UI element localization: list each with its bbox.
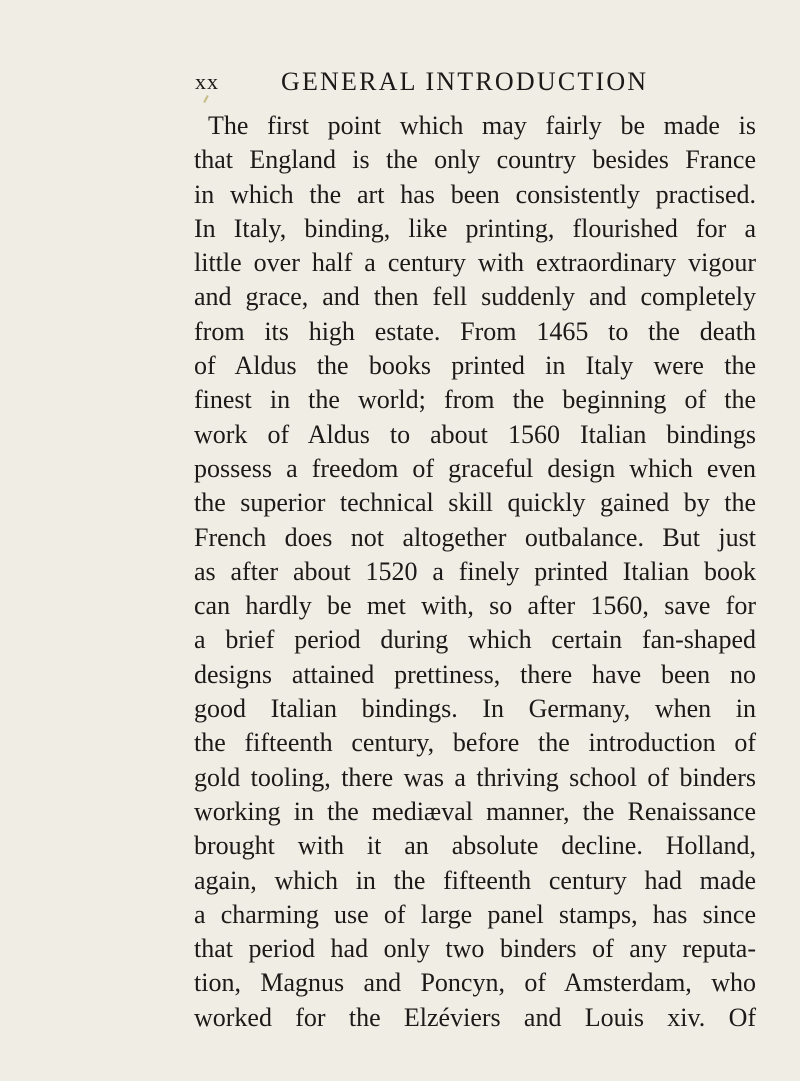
text-line: that England is the only country besides France	[194, 145, 756, 175]
text-line: worked for the Elzéviers and Louis xiv. Of	[194, 1002, 756, 1032]
text-line: possess a freedom of graceful design which even	[194, 453, 756, 483]
text-line: French does not altogether outbalance. But just	[194, 522, 756, 552]
text-line: designs attained prettiness, there have been no	[194, 659, 756, 689]
page-number: xx	[195, 69, 219, 94]
text-line: In Italy, binding, like printing, flourished for a	[194, 213, 756, 243]
text-line: The first point which may fairly be made is	[208, 111, 756, 140]
text-line: that period had only two binders of any reputa-	[194, 934, 756, 964]
text-line: as after about 1520 a finely printed Italian book	[194, 556, 756, 586]
text-line: of Aldus the books printed in Italy were the	[194, 351, 756, 381]
text-line: in which the art has been consistently practised.	[194, 179, 756, 209]
text-line: finest in the world; from the beginning of the	[194, 385, 756, 415]
running-head	[195, 62, 755, 102]
text-line: again, which in the fifteenth century had made	[194, 865, 756, 895]
text-line: the superior technical skill quickly gained by the	[194, 488, 756, 518]
text-line: a brief period during which certain fan-shaped	[194, 625, 756, 655]
text-line: tion, Magnus and Poncyn, of Amsterdam, who	[194, 968, 756, 998]
text-line: from its high estate. From 1465 to the death	[194, 316, 756, 346]
text-line: brought with it an absolute decline. Holland,	[194, 831, 756, 861]
text-line: a charming use of large panel stamps, has since	[194, 899, 756, 929]
text-line: the fifteenth century, before the introduction of	[194, 728, 756, 758]
text-line: little over half a century with extraordinary vigour	[194, 248, 756, 278]
running-head-title: GENERAL INTRODUCTION	[281, 67, 649, 96]
text-line: good Italian bindings. In Germany, when in	[194, 694, 756, 724]
body-paragraph	[194, 109, 756, 1035]
text-line: working in the mediæval manner, the Renaissance	[194, 796, 756, 826]
text-line: and grace, and then fell suddenly and completely	[194, 282, 756, 312]
text-line: can hardly be met with, so after 1560, save for	[194, 591, 756, 621]
text-line: work of Aldus to about 1560 Italian bindings	[194, 419, 756, 449]
text-line: gold tooling, there was a thriving school of binders	[194, 762, 756, 792]
